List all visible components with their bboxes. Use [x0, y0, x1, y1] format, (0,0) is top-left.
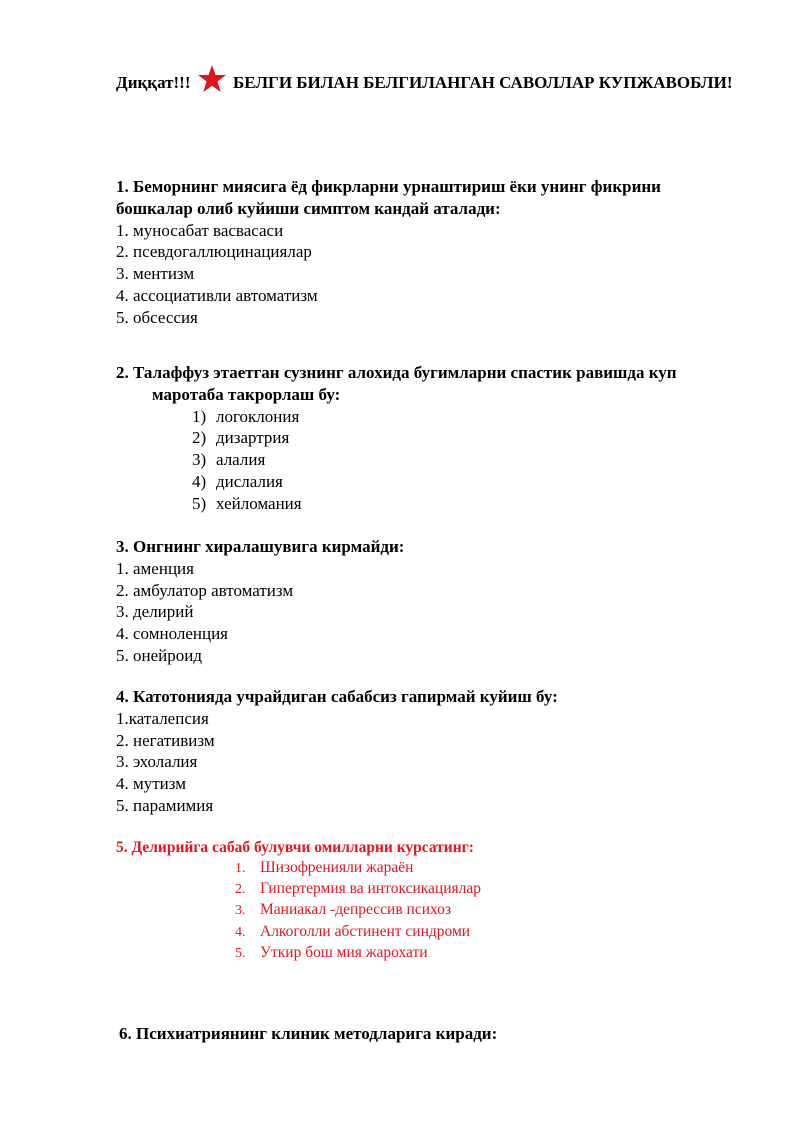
answer-option [235, 943, 736, 964]
answer-option [235, 922, 736, 943]
answer-option: 1. аменция [116, 558, 194, 578]
answer-options [116, 708, 736, 817]
option-number: 5. [235, 945, 246, 961]
question-4 [116, 686, 736, 817]
option-text: алалия [216, 450, 266, 470]
answer-option [192, 406, 746, 428]
question-title: 2. Талаффуз этаетган сузнинг алохида бугимларни спастик равишда куп маротаба такрорлаш бу: [116, 363, 677, 404]
question-6 [119, 1023, 739, 1045]
option-number: 1) [192, 406, 207, 426]
answer-option: 3. делирий [116, 602, 194, 622]
question-title: 3. Онгнинг хиралашувига кирмайди: [116, 537, 405, 556]
question-title: 5. Делирийга сабаб булувчи омилларни курсатинг: [116, 839, 474, 856]
option-text: Алкоголли абстинент синдроми [260, 922, 471, 940]
answer-option [192, 449, 746, 471]
answer-option [192, 427, 746, 449]
option-text: хейломания [216, 493, 302, 513]
question-title: 1. Беморнинг миясига ёд фикрларни урнаштириш ёки унинг фикрини бошкалар олиб куйиши симптом кандай аталади: [116, 177, 661, 218]
attention-prefix: Диққат!!! [116, 73, 191, 92]
answer-option: 2. амбулатор автоматизм [116, 580, 294, 600]
question-1 [116, 176, 736, 329]
option-number: 5) [192, 493, 207, 513]
option-number: 2. [235, 882, 246, 898]
answer-option [235, 858, 736, 879]
answer-option: 4. сомноленция [116, 624, 228, 644]
answer-option: 4. ассоциативли автоматизм [116, 285, 318, 305]
option-text: Гипертермия ва интоксикациялар [260, 880, 482, 898]
option-text: Шизофренияли жараён [260, 859, 414, 876]
option-number: 3) [192, 450, 207, 470]
answer-option: 2. псевдогаллюцинациялар [116, 242, 312, 262]
answer-option: 5. парамимия [116, 795, 214, 815]
answer-option: 1.каталепсия [116, 708, 209, 728]
answer-options [235, 858, 736, 964]
option-text: Маниакал -депрессив психоз [260, 901, 452, 919]
answer-options [116, 220, 736, 329]
answer-options [116, 558, 736, 667]
question-3 [116, 536, 736, 667]
question-5 [116, 837, 736, 964]
option-number: 2) [192, 428, 207, 448]
answer-option: 3. эхолалия [116, 752, 198, 772]
option-text: дислалия [216, 471, 283, 491]
answer-option: 1. муносабат васвасаси [116, 220, 284, 240]
answer-option: 4. мутизм [116, 774, 187, 794]
option-number: 4. [235, 924, 246, 940]
question-2 [116, 362, 746, 515]
answer-option: 3. ментизм [116, 264, 195, 284]
option-text: Уткир бош мия жарохати [260, 943, 428, 961]
question-title: 4. Катотонияда учрайдиган сабабсиз гапирмай куйиш бу: [116, 687, 558, 706]
option-text: логоклония [216, 406, 300, 426]
answer-option [192, 471, 746, 493]
question-title: 6. Психиатриянинг клиник методларига киради: [119, 1024, 498, 1043]
option-number: 4) [192, 471, 207, 491]
red-star-icon [197, 64, 227, 94]
option-number: 1. [235, 861, 246, 876]
answer-option: 5. обсессия [116, 307, 198, 327]
answer-option [235, 900, 736, 921]
attention-notice [116, 64, 736, 94]
answer-option: 5. онейроид [116, 645, 202, 665]
answer-option [192, 493, 746, 515]
answer-option [235, 879, 736, 900]
attention-text: БЕЛГИ БИЛАН БЕЛГИЛАНГАН САВОЛЛАР КУПЖАВОБЛИ! [232, 73, 733, 92]
answer-option: 2. негативизм [116, 730, 215, 750]
option-number: 3. [235, 903, 246, 919]
answer-options [192, 406, 746, 515]
option-text: дизартрия [216, 428, 290, 448]
